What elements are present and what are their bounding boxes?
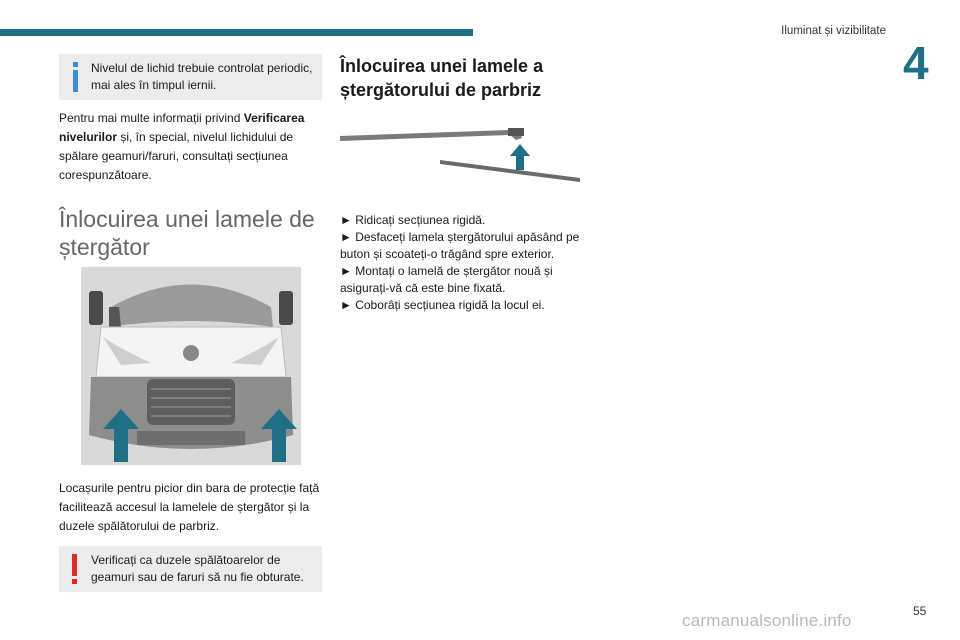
info-icon bbox=[68, 62, 82, 92]
watermark: carmanualsonline.info bbox=[682, 611, 852, 630]
step-item: ► Desfaceți lamela ștergătorului apăsând pe buton și scoateți-o trăgând spre exterior. bbox=[340, 230, 580, 261]
van-front-figure bbox=[81, 267, 301, 465]
section-heading-wiper-blade: Înlocuirea unei lamele de ștergător bbox=[59, 206, 315, 260]
steps-list bbox=[340, 212, 600, 314]
warning-icon bbox=[69, 554, 81, 584]
levels-paragraph: Pentru mai multe informații privind Verificarea nivelurilor și, în special, nivelul lichidului de spălare geamuri/faruri, consultați secțiunea corespunzătoare. bbox=[59, 111, 305, 182]
right-column bbox=[340, 54, 600, 314]
up-arrow-icon bbox=[510, 144, 530, 170]
section-heading-windscreen-blade: Înlocuirea unei lamele a ștergătorului de parbriz bbox=[340, 56, 544, 100]
levels-link-text: Verificarea nivelurilor bbox=[59, 111, 305, 144]
section-title: Iluminat și vizibilitate bbox=[781, 25, 886, 37]
footrest-paragraph: Locașurile pentru picior din bara de protecție față facilitează accesul la lamelele de ștergător și la duzele spălătorului de parbriz. bbox=[59, 481, 320, 533]
step-item: ► Coborâți secțiunea rigidă la locul ei. bbox=[340, 298, 545, 312]
info-note-text: Nivelul de lichid trebuie controlat periodic, mai ales în timpul iernii. bbox=[91, 61, 313, 92]
chapter-number: 4 bbox=[903, 37, 929, 89]
warning-note bbox=[59, 546, 322, 592]
step-item: ► Montați o lamelă de ștergător nouă și asigurați-vă că este bine fixată. bbox=[340, 264, 553, 295]
info-note bbox=[59, 54, 322, 100]
page-number: 55 bbox=[913, 604, 927, 618]
header-accent-bar bbox=[0, 29, 473, 36]
warning-note-text: Verificați ca duzele spălătoarelor de geamuri sau de faruri să nu fie obturate. bbox=[91, 553, 304, 584]
step-item: ► Ridicați secțiunea rigidă. bbox=[340, 213, 486, 227]
left-column bbox=[59, 54, 322, 592]
wiper-blade-figure bbox=[340, 124, 582, 194]
